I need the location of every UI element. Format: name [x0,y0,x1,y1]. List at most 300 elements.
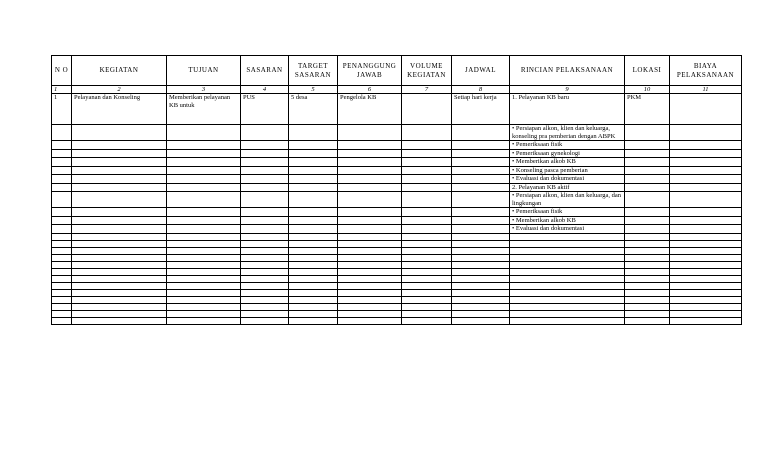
table-row [52,158,742,167]
table-cell [167,261,241,268]
table-cell [670,149,742,158]
table-cell [167,183,241,192]
table-cell [241,275,289,282]
table-cell [289,254,338,261]
table-row [52,216,742,225]
table-cell [625,254,670,261]
table-cell [72,282,167,289]
table-cell [452,303,510,310]
column-number: 8 [452,86,510,94]
table-cell [52,208,72,217]
table-cell [72,216,167,225]
table-cell [289,141,338,150]
table-cell [452,166,510,175]
table-cell [241,254,289,261]
table-cell [241,225,289,234]
table-cell [670,141,742,150]
table-cell [52,296,72,303]
table-row [52,275,742,282]
table-cell [167,268,241,275]
table-cell [289,225,338,234]
table-cell [167,296,241,303]
table-cell [402,254,452,261]
table-cell [510,317,625,324]
table-cell [625,225,670,234]
table-cell [510,268,625,275]
table-row [52,261,742,268]
table-cell [452,282,510,289]
table-cell [289,275,338,282]
table-row [52,268,742,275]
table-cell [52,240,72,247]
table-cell [338,247,402,254]
table-cell [510,247,625,254]
table-cell [338,141,402,150]
column-number: 7 [402,86,452,94]
table-cell [241,149,289,158]
header-row [52,56,742,86]
table-cell [338,310,402,317]
table-row [52,192,742,208]
column-number: 2 [72,86,167,94]
table-cell [167,125,241,141]
header-no: N O [52,56,72,86]
table-cell [670,192,742,208]
header-penanggung: PENANGGUNG JAWAB [338,56,402,86]
table-cell [52,261,72,268]
table-cell [289,233,338,240]
table-cell [402,233,452,240]
table-cell [338,240,402,247]
table-cell [452,175,510,184]
table-cell [241,192,289,208]
table-cell [670,275,742,282]
header-jadwal: JADWAL [452,56,510,86]
table-row [52,183,742,192]
table-cell [72,233,167,240]
table-cell [510,233,625,240]
table-cell [452,192,510,208]
table-cell [402,175,452,184]
table-cell [52,183,72,192]
cell-tujuan: Memberikan pelayanan KB untuk [167,94,241,125]
table-row [52,125,742,141]
table-row [52,289,742,296]
table-cell [402,183,452,192]
table-cell [241,233,289,240]
table-cell [402,289,452,296]
column-number: 10 [625,86,670,94]
table-cell [402,268,452,275]
table-cell [625,141,670,150]
table-cell [670,296,742,303]
cell-target: 5 desa [289,94,338,125]
cell-rincian: 1. Pelayanan KB baru [510,94,625,125]
table-row [52,317,742,324]
table-cell [625,282,670,289]
table-cell [452,261,510,268]
table-cell [167,303,241,310]
table-cell [452,225,510,234]
table-cell [452,208,510,217]
header-volume: VOLUME KEGIATAN [402,56,452,86]
table-cell [167,289,241,296]
table-cell [402,208,452,217]
cell-jadwal: Setiap hari kerja [452,94,510,125]
table-row [52,208,742,217]
table-cell [452,141,510,150]
table-cell [289,166,338,175]
table-cell [338,125,402,141]
table-cell [241,216,289,225]
table-cell [72,158,167,167]
table-cell [338,303,402,310]
table-cell [402,282,452,289]
table-cell [72,125,167,141]
table-cell [670,247,742,254]
table-cell [670,225,742,234]
activity-row [52,94,742,125]
table-cell [452,268,510,275]
table-cell [402,317,452,324]
column-number: 1 [52,86,72,94]
table-cell [452,183,510,192]
table-cell [402,125,452,141]
table-cell [338,158,402,167]
header-lokasi: LOKASI [625,56,670,86]
table-cell [289,317,338,324]
table-cell [167,317,241,324]
table-cell [167,216,241,225]
rincian-item: • Persiapan alkon, klien dan keluarga, dan lingkungan [510,192,625,208]
rincian-item: • Konseling pasca pemberian [510,166,625,175]
table-cell [402,296,452,303]
table-row [52,149,742,158]
table-cell [402,166,452,175]
rincian-item: • Persiapan alkon, klien dan keluarga, konseling pra pemberian dengan ABPK [510,125,625,141]
table-cell [338,282,402,289]
table-cell [510,289,625,296]
table-cell [167,141,241,150]
table-cell [241,289,289,296]
column-number: 5 [289,86,338,94]
table-cell [241,247,289,254]
table-cell [52,149,72,158]
cell-volume [402,94,452,125]
cell-no: 1 [52,94,72,125]
table-cell [241,261,289,268]
table-cell [338,175,402,184]
table-cell [289,261,338,268]
table-cell [338,216,402,225]
table-cell [289,296,338,303]
table-row [52,141,742,150]
header-kegiatan: KEGIATAN [72,56,167,86]
table-cell [452,158,510,167]
table-cell [72,166,167,175]
cell-kegiatan: Pelayanan dan Konseling [72,94,167,125]
table-cell [338,233,402,240]
rincian-item: • Pemeriksaan gynekologi [510,149,625,158]
table-cell [52,303,72,310]
table-cell [670,317,742,324]
table-cell [338,289,402,296]
column-number: 6 [338,86,402,94]
cell-lokasi: PKM [625,94,670,125]
table-cell [241,175,289,184]
table-cell [167,208,241,217]
table-cell [289,149,338,158]
table-cell [510,254,625,261]
table-cell [72,225,167,234]
table-cell [241,125,289,141]
table-cell [72,149,167,158]
rincian-item: • Memberikan alkob KB [510,216,625,225]
table-cell [670,208,742,217]
table-row [52,175,742,184]
rincian-item: • Pemeriksaan fisik [510,141,625,150]
table-row [52,225,742,234]
table-cell [52,317,72,324]
table-cell [52,141,72,150]
cell-penanggung: Pengelola KB [338,94,402,125]
table-cell [670,166,742,175]
table-cell [167,175,241,184]
table-cell [72,275,167,282]
table-cell [452,317,510,324]
activity-plan-table [51,55,742,325]
table-cell [52,254,72,261]
rincian-item: • Evaluasi dan dokumentasi [510,175,625,184]
table-cell [167,225,241,234]
table-cell [402,192,452,208]
table-cell [625,233,670,240]
table-cell [289,125,338,141]
table-cell [625,158,670,167]
table-cell [167,282,241,289]
table-cell [625,296,670,303]
table-cell [670,175,742,184]
column-number: 11 [670,86,742,94]
table-cell [625,303,670,310]
table-cell [167,247,241,254]
table-cell [402,225,452,234]
table-cell [52,166,72,175]
table-cell [670,261,742,268]
table-cell [72,310,167,317]
table-cell [402,216,452,225]
table-cell [625,216,670,225]
table-cell [289,208,338,217]
column-number-row [52,86,742,94]
table-row [52,303,742,310]
table-row [52,296,742,303]
table-cell [52,192,72,208]
table-cell [452,247,510,254]
rincian-item: • Evaluasi dan dokumentasi [510,225,625,234]
table-cell [241,240,289,247]
table-cell [510,310,625,317]
table-cell [241,158,289,167]
table-cell [72,208,167,217]
table-cell [289,282,338,289]
table-cell [402,310,452,317]
table-cell [402,261,452,268]
table-cell [452,125,510,141]
column-number: 9 [510,86,625,94]
table-cell [510,296,625,303]
table-cell [402,247,452,254]
table-cell [289,183,338,192]
table-cell [72,240,167,247]
table-cell [625,310,670,317]
table-cell [52,310,72,317]
table-cell [670,125,742,141]
table-cell [52,282,72,289]
table-cell [289,240,338,247]
table-cell [289,247,338,254]
table-cell [167,158,241,167]
table-cell [625,268,670,275]
table-cell [289,289,338,296]
table-cell [72,175,167,184]
table-row [52,233,742,240]
table-cell [338,183,402,192]
table-cell [338,208,402,217]
table-row [52,247,742,254]
table-cell [338,296,402,303]
table-cell [452,310,510,317]
table-cell [510,282,625,289]
table-cell [402,158,452,167]
table-cell [167,166,241,175]
table-cell [670,282,742,289]
table-cell [72,183,167,192]
table-cell [289,268,338,275]
table-cell [452,275,510,282]
table-cell [402,141,452,150]
table-cell [625,240,670,247]
table-cell [452,240,510,247]
table-cell [241,282,289,289]
table-cell [167,233,241,240]
table-cell [670,303,742,310]
table-cell [72,192,167,208]
table-cell [625,183,670,192]
cell-biaya [670,94,742,125]
header-tujuan: TUJUAN [167,56,241,86]
table-cell [72,317,167,324]
table-cell [241,296,289,303]
table-cell [52,225,72,234]
table-cell [670,254,742,261]
table-cell [338,225,402,234]
header-target: TARGET SASARAN [289,56,338,86]
table-cell [452,233,510,240]
table-cell [625,275,670,282]
table-cell [72,268,167,275]
table-cell [510,261,625,268]
table-cell [289,175,338,184]
table-cell [625,125,670,141]
table-cell [167,310,241,317]
table-cell [241,141,289,150]
table-cell [452,296,510,303]
table-cell [289,216,338,225]
table-cell [72,141,167,150]
table-cell [670,183,742,192]
table-cell [52,175,72,184]
table-cell [338,149,402,158]
table-cell [510,275,625,282]
rincian-item: 2. Pelayanan KB aktif [510,183,625,192]
header-sasaran: SASARAN [241,56,289,86]
table-cell [338,254,402,261]
table-cell [52,158,72,167]
table-cell [289,158,338,167]
table-cell [241,208,289,217]
table-cell [670,289,742,296]
table-cell [452,216,510,225]
table-row [52,166,742,175]
table-cell [338,261,402,268]
table-cell [510,240,625,247]
table-cell [241,310,289,317]
table-cell [452,254,510,261]
table-cell [52,275,72,282]
table-cell [625,247,670,254]
header-rincian: RINCIAN PELAKSANAAN [510,56,625,86]
table-cell [625,166,670,175]
table-cell [452,289,510,296]
column-number: 3 [167,86,241,94]
table-cell [241,268,289,275]
table-cell [52,125,72,141]
table-cell [402,275,452,282]
header-biaya: BIAYA PELAKSANAAN [670,56,742,86]
table-cell [289,310,338,317]
table-cell [167,149,241,158]
table-cell [670,240,742,247]
cell-sasaran: PUS [241,94,289,125]
table-cell [167,275,241,282]
table-cell [338,268,402,275]
rincian-item: • Pemeriksaan fisik [510,208,625,217]
table-cell [452,149,510,158]
table-cell [167,192,241,208]
table-cell [52,233,72,240]
table-cell [338,275,402,282]
table-cell [52,289,72,296]
table-cell [625,175,670,184]
table-cell [670,158,742,167]
table-cell [72,261,167,268]
table-row [52,240,742,247]
table-cell [289,192,338,208]
table-cell [402,303,452,310]
column-number: 4 [241,86,289,94]
table-cell [625,208,670,217]
table-cell [241,303,289,310]
table-cell [670,268,742,275]
table-cell [338,192,402,208]
table-cell [625,192,670,208]
table-cell [402,240,452,247]
table-cell [338,166,402,175]
table-cell [670,216,742,225]
table-cell [241,317,289,324]
table-row [52,282,742,289]
